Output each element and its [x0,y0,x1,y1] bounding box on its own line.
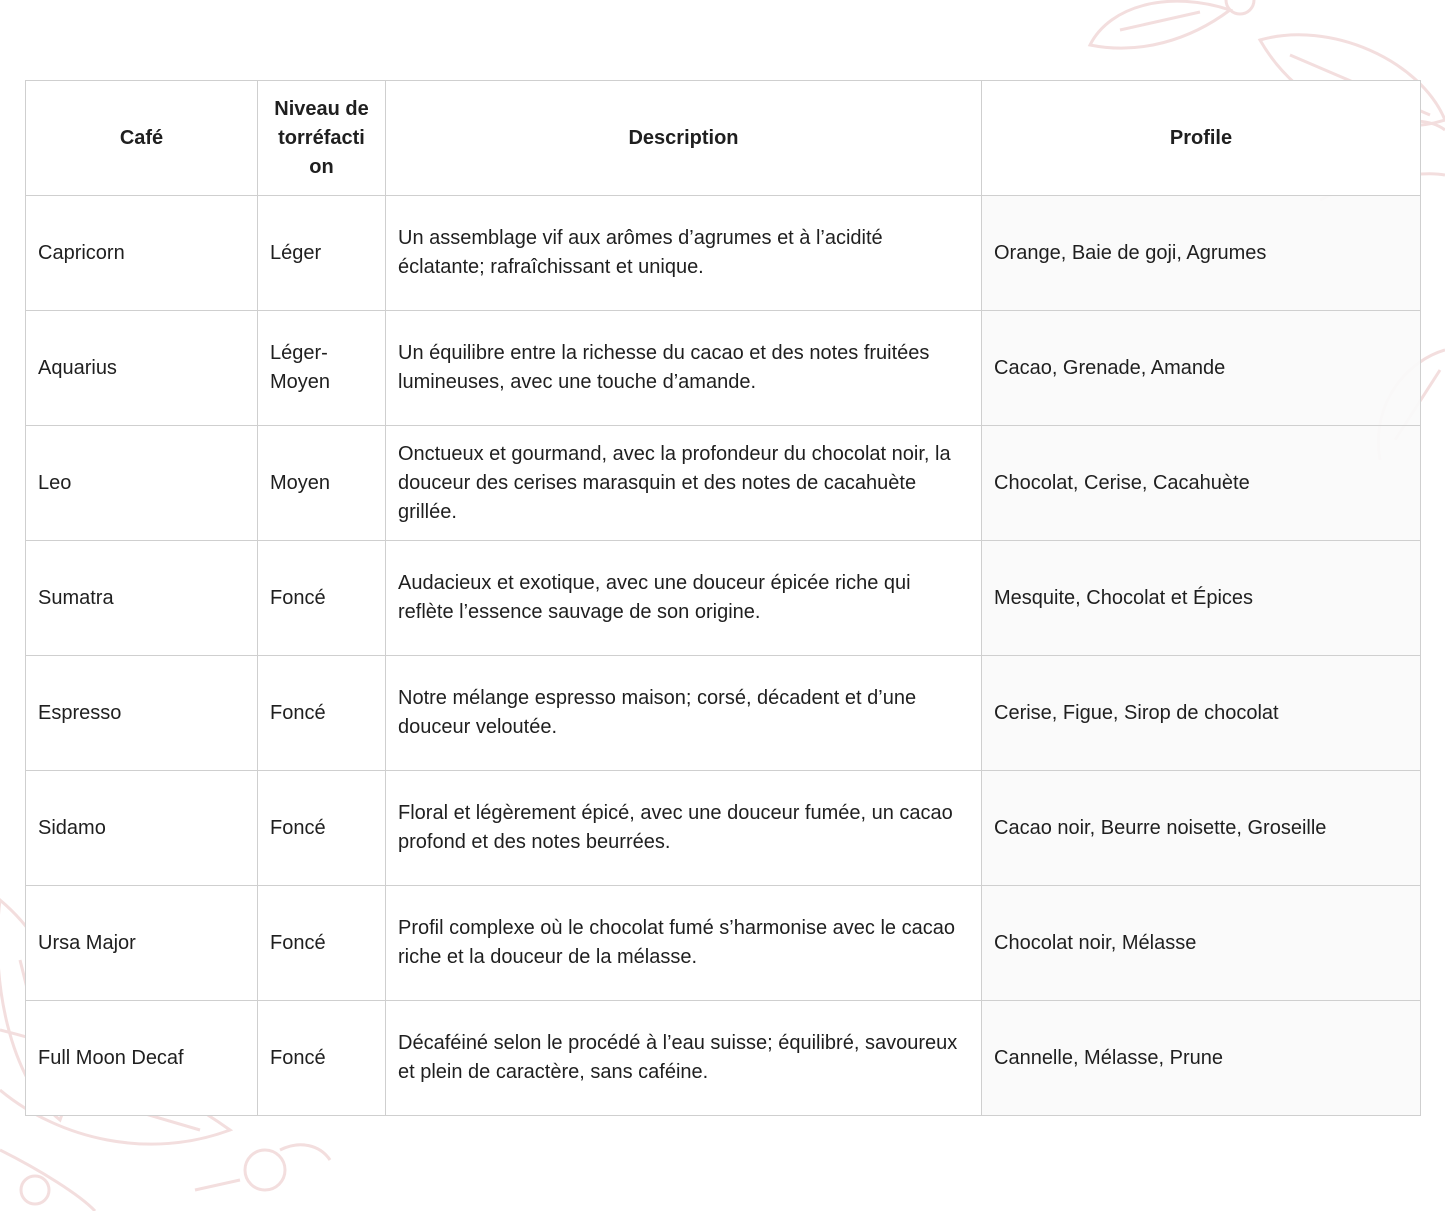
table-row [26,1001,1421,1116]
cell-profile: Cannelle, Mélasse, Prune [982,1001,1421,1116]
cell-description: Décaféiné selon le procédé à l’eau suisse; équilibré, savoureux et plein de caractère, sans caféine. [386,1001,982,1116]
cell-cafe: Capricorn [26,196,258,311]
cell-roast: Moyen [258,426,386,541]
table-header-row [26,81,1421,196]
header-cafe: Café [26,81,258,196]
cell-roast: Foncé [258,656,386,771]
cell-description: Notre mélange espresso maison; corsé, décadent et d’une douceur veloutée. [386,656,982,771]
cell-roast: Foncé [258,541,386,656]
cell-cafe: Aquarius [26,311,258,426]
cell-description: Onctueux et gourmand, avec la profondeur du chocolat noir, la douceur des cerises marasquin et des notes de cacahuète grillée. [386,426,982,541]
table-row [26,541,1421,656]
cell-roast: Léger [258,196,386,311]
cell-profile: Chocolat, Cerise, Cacahuète [982,426,1421,541]
cell-cafe: Ursa Major [26,886,258,1001]
cell-description: Profil complexe où le chocolat fumé s’harmonise avec le cacao riche et la douceur de la mélasse. [386,886,982,1001]
cell-profile: Chocolat noir, Mélasse [982,886,1421,1001]
header-description: Description [386,81,982,196]
coffee-table [25,80,1421,1116]
table-row [26,656,1421,771]
cell-roast: Foncé [258,886,386,1001]
cell-roast: Foncé [258,771,386,886]
cell-cafe: Sumatra [26,541,258,656]
table-row [26,426,1421,541]
cell-description: Floral et légèrement épicé, avec une douceur fumée, un cacao profond et des notes beurrées. [386,771,982,886]
table-row [26,196,1421,311]
table-row [26,771,1421,886]
cell-profile: Mesquite, Chocolat et Épices [982,541,1421,656]
cell-roast: Léger-Moyen [258,311,386,426]
cell-cafe: Espresso [26,656,258,771]
cell-profile: Cacao noir, Beurre noisette, Groseille [982,771,1421,886]
header-roast: Niveau de torréfacti on [258,81,386,196]
cell-description: Un assemblage vif aux arômes d’agrumes et à l’acidité éclatante; rafraîchissant et unique. [386,196,982,311]
cell-profile: Cerise, Figue, Sirop de chocolat [982,656,1421,771]
cell-description: Audacieux et exotique, avec une douceur épicée riche qui reflète l’essence sauvage de son origine. [386,541,982,656]
cell-description: Un équilibre entre la richesse du cacao et des notes fruitées lumineuses, avec une touche d’amande. [386,311,982,426]
cell-profile: Cacao, Grenade, Amande [982,311,1421,426]
cell-cafe: Leo [26,426,258,541]
cell-profile: Orange, Baie de goji, Agrumes [982,196,1421,311]
cell-cafe: Full Moon Decaf [26,1001,258,1116]
cell-cafe: Sidamo [26,771,258,886]
header-profile: Profile [982,81,1421,196]
cell-roast: Foncé [258,1001,386,1116]
table-row [26,886,1421,1001]
table-row [26,311,1421,426]
